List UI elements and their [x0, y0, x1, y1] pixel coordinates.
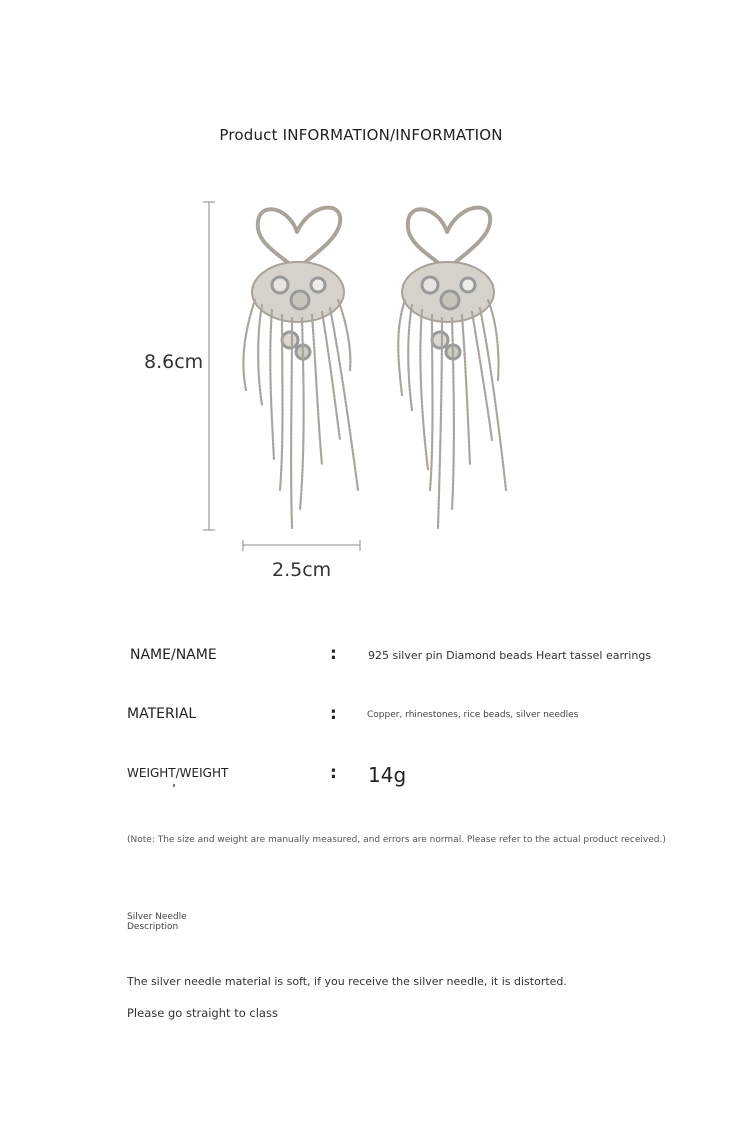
- silver-needle-title-line1: Silver Needle: [127, 912, 187, 922]
- width-dimension-label: 2.5cm: [272, 559, 332, 581]
- page-title: Product INFORMATION/INFORMATION: [219, 126, 503, 144]
- weight-tick-mark: [173, 784, 175, 787]
- name-label: NAME/NAME: [130, 647, 217, 663]
- name-value: 925 silver pin Diamond beads Heart tassel earrings: [368, 649, 652, 662]
- name-colon: :: [330, 644, 337, 664]
- material-value: Copper, rhinestones, rice beads, silver needles: [367, 710, 579, 720]
- earring-right-image: [398, 208, 506, 528]
- weight-label: WEIGHT/WEIGHT: [127, 766, 229, 780]
- earring-left-image: [243, 208, 358, 528]
- silver-needle-title-line2: Description: [127, 922, 179, 932]
- weight-value: 14g: [368, 763, 407, 787]
- width-dimension-line: [243, 540, 360, 551]
- material-colon: :: [330, 704, 337, 724]
- silver-needle-text-1: The silver needle material is soft, if you receive the silver needle, it is distorted.: [127, 975, 567, 988]
- measurement-note: (Note: The size and weight are manually measured, and errors are normal. Please refer to the actual product received.): [127, 835, 666, 845]
- material-label: MATERIAL: [127, 706, 197, 722]
- silver-needle-text-2: Please go straight to class: [127, 1006, 278, 1020]
- weight-colon: :: [330, 763, 337, 783]
- height-dimension-line: [203, 202, 215, 530]
- height-dimension-label: 8.6cm: [144, 351, 204, 373]
- silver-needle-title: [127, 912, 187, 932]
